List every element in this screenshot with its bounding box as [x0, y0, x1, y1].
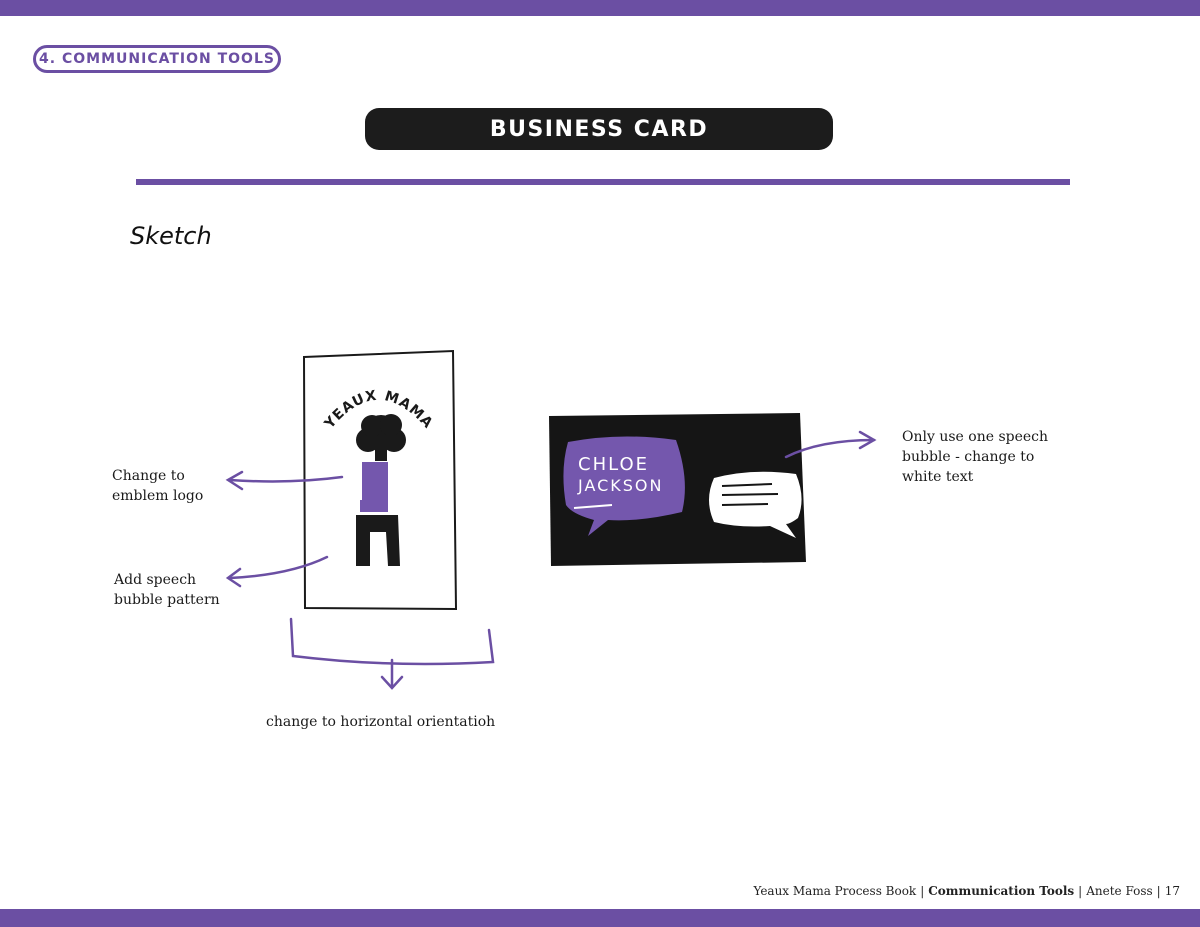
bottom-accent-bar — [0, 909, 1200, 927]
card-name-line1: CHLOE — [578, 454, 650, 475]
note-emblem-logo: Change to emblem logo — [112, 468, 204, 504]
page-title: BUSINESS CARD — [365, 108, 833, 150]
footer-author: Anete Foss — [1086, 884, 1153, 898]
sketch-heading: Sketch — [130, 222, 212, 250]
page-footer: Yeaux Mama Process Book | Communication Tools | Anete Foss | 17 — [753, 884, 1180, 898]
footer-book: Yeaux Mama Process Book — [753, 884, 917, 898]
note-speech-pattern: Add speech bubble pattern — [114, 572, 220, 608]
orientation-bracket-icon — [291, 619, 493, 688]
footer-section: Communication Tools — [928, 884, 1075, 898]
card-name-line2: JACKSON — [578, 476, 664, 495]
vertical-card-brand: YEAUX MAMA — [321, 387, 437, 432]
section-label: 4. COMMUNICATION TOOLS — [33, 45, 281, 73]
page-number: 17 — [1164, 884, 1180, 898]
note-orientation: change to horizontal orientatioh — [266, 714, 496, 730]
horizontal-card-sketch — [549, 413, 806, 566]
note-one-bubble: Only use one speech bubble - change to white text — [902, 429, 1049, 485]
